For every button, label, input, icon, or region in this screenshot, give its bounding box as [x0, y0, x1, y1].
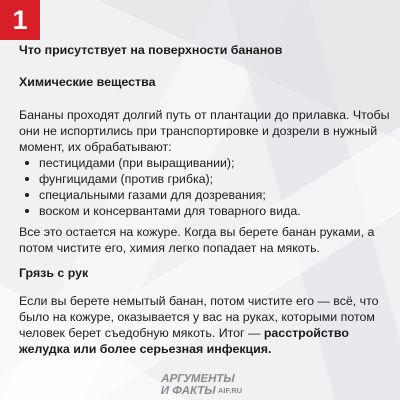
article-title: Что присутствует на поверхности бананов: [19, 43, 283, 57]
dirty-hands-text: [19, 293, 391, 357]
aif-logo: [155, 371, 255, 397]
logo-line-2: И ФАКТЫ: [159, 384, 218, 397]
section-heading-chemicals: Химические вещества: [19, 75, 156, 89]
list-item: воском и консервантами для товарного вида.: [19, 203, 301, 219]
logo-line-1: АРГУМЕНТЫ: [160, 372, 237, 385]
chemicals-outro: Все это остается на кожуре. Когда вы берете банан руками, а потом чистите его, химия легко попадает на мякоть.: [19, 225, 375, 255]
logo-domain: AIF.RU: [218, 386, 243, 395]
chemicals-intro: Бананы проходят долгий путь от плантации до прилавка. Чтобы они не испортились при транспортировке и дозрели в нужный момент, их обрабатывают:: [19, 108, 390, 154]
list-item: специальными газами для дозревания;: [19, 187, 301, 203]
slide-number: 1: [12, 4, 28, 35]
section-heading-dirty-hands: Грязь с рук: [19, 266, 89, 280]
list-item: пестицидами (при выращивании);: [19, 155, 301, 171]
treatment-list: [19, 155, 301, 219]
list-item: фунгицидами (против грибка);: [19, 171, 301, 187]
dirty-hands-conclusion: расстройство желудка или более серьезная инфекция.: [19, 326, 349, 356]
slide-number-badge: [0, 0, 40, 40]
dirty-hands-body: Если вы берете немытый банан, потом чистите его — всё, что было на кожуре, оказывается у вас на руках, которыми потом человек берет съедобную мякоть. Итог —: [19, 294, 379, 340]
